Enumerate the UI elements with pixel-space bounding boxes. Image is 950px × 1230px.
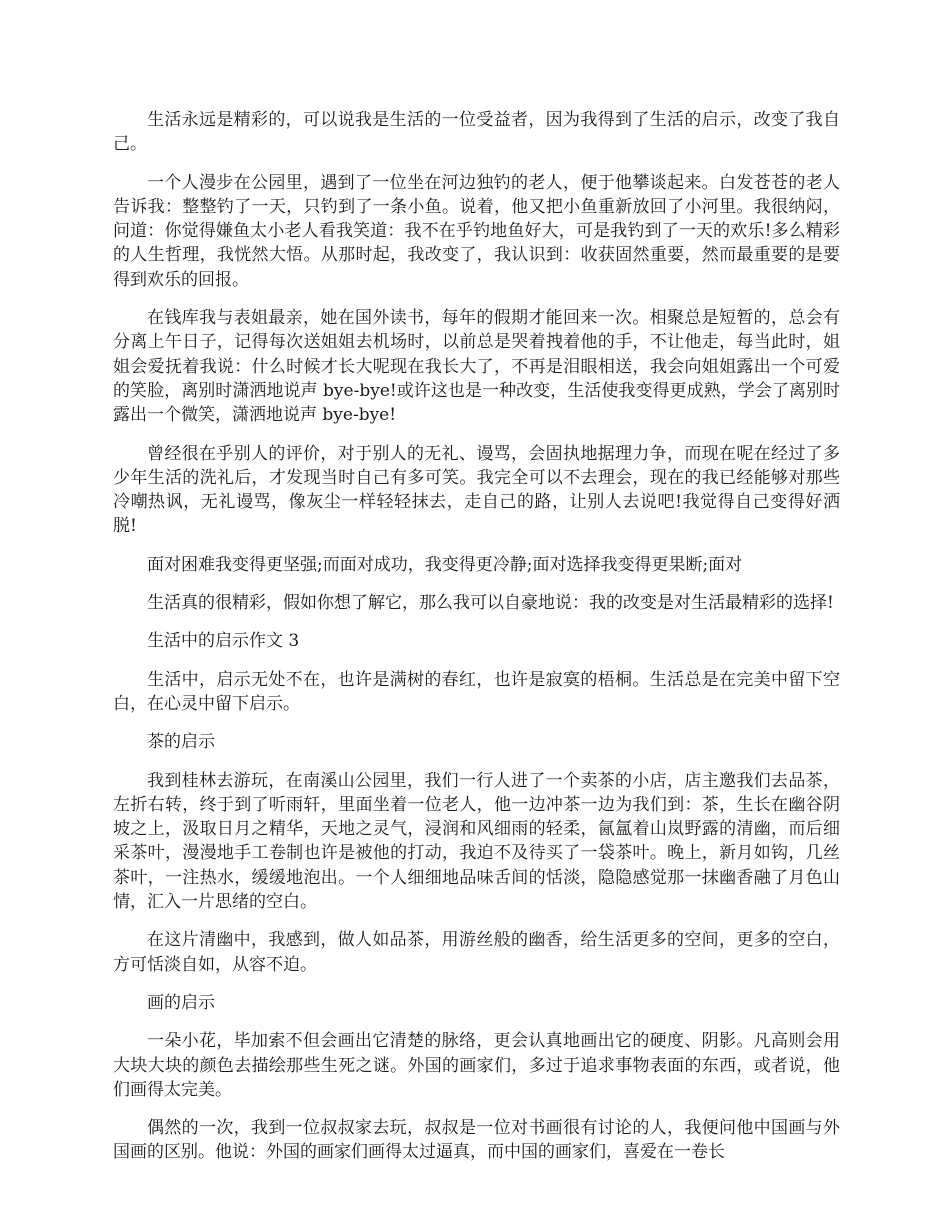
paragraph-7: 生活中，启示无处不在，也许是满树的春红，也许是寂寞的梧桐。生活总是在完美中留下空白，在心灵中留下启示。 [113, 669, 840, 714]
paragraph-9: 在这片清幽中，我感到，做人如品茶，用游丝般的幽香，给生活更多的空间，更多的空白，方可恬淡自如，从容不迫。 [113, 930, 840, 975]
paragraph-5: 面对困难我变得更坚强;而面对成功，我变得更冷静;面对选择我变得更果断;面对 [147, 554, 743, 575]
paragraph-8: 我到桂林去游玩，在南溪山公园里，我们一行人进了一个卖茶的小店，店主邀我们去品茶，左折右转，终于到了听雨轩，里面坐着一位老人，他一边冲茶一边为我们到：茶，生长在幽谷阴坡之上，汲取日月之精华，天地之灵气，浸润和风细雨的轻柔，氤氲着山岚野露的清幽，而后细采茶叶，漫漫地手工卷制也许是被他的打动，我迫不及待买了一袋茶叶。晚上，新月如钩，几丝茶叶，一注热水，缓缓地泡出。一个人细细地品味舌间的恬淡，隐隐感觉那一抹幽香融了月色山情，汇入一片思绪的空白。 [113, 770, 840, 913]
paragraph-6: 生活真的很精彩，假如你想了解它，那么我可以自豪地说：我的改变是对生活最精彩的选择! [147, 593, 834, 614]
document-body [113, 108, 840, 1179]
paragraph-11: 偶然的一次，我到一位叔叔家去玩，叔叔是一位对书画很有讨论的人，我便问他中国画与外国画的区别。他说：外国的画家们画得太过逼真，而中国的画家们，喜爱在一卷长 [113, 1118, 840, 1163]
paragraph-2: 一个人漫步在公园里，遇到了一位坐在河边独钓的老人，便于他攀谈起来。白发苍苍的老人告诉我：整整钓了一天，只钓到了一条小鱼。说着，他又把小鱼重新放回了小河里。我很纳闷，问道：你觉得嫌鱼太小老人看我笑道：我不在乎钓地鱼好大，可是我钓到了一天的欢乐!多么精彩的人生哲理，我恍然大悟。从那时起，我改变了，我认识到：收获固然重要，然而最重要的是要得到欢乐的回报。 [113, 172, 840, 290]
paragraph-4: 曾经很在乎别人的评价，对于别人的无礼、谩骂，会固执地据理力争，而现在呢在经过了多少年生活的洗礼后，才发现当时自己有多可笑。我完全可以不去理会，现在的我已经能够对那些冷嘲热讽，无礼谩骂，像灰尘一样轻轻抹去，走自己的路，让别人去说吧!我觉得自己变得好洒脱! [113, 443, 840, 537]
section-title-painting: 画的启示 [147, 992, 215, 1013]
paragraph-10: 一朵小花，毕加索不但会画出它清楚的脉络，更会认真地画出它的硬度、阴影。凡高则会用大块大块的颜色去描绘那些生死之谜。外国的画家们，多过于追求事物表面的东西，或者说，他们画得太完美。 [113, 1031, 840, 1100]
paragraph-1: 生活永远是精彩的，可以说我是生活的一位受益者，因为我得到了生活的启示，改变了我自己。 [113, 110, 840, 155]
section-title-tea: 茶的启示 [147, 732, 215, 753]
paragraph-3: 在钱库我与表姐最亲，她在国外读书，每年的假期才能回来一次。相聚总是短暂的，总会有分离上午日子，记得每次送姐姐去机场时，以前总是哭着拽着他的手，不让他走，每当此时，姐姐会爱抚着我说：什么时候才长大呢现在我长大了，不再是泪眼相送，我会向姐姐露出一个可爱的笑脸，离别时潇洒地说声 bye-bye!或许这也是一种改变，生活使我变得更成熟，学会了离别时露出一个微笑，潇洒地说声 bye-bye! [113, 308, 840, 426]
section-title-essay-3: 生活中的启示作文 3 [147, 631, 300, 652]
